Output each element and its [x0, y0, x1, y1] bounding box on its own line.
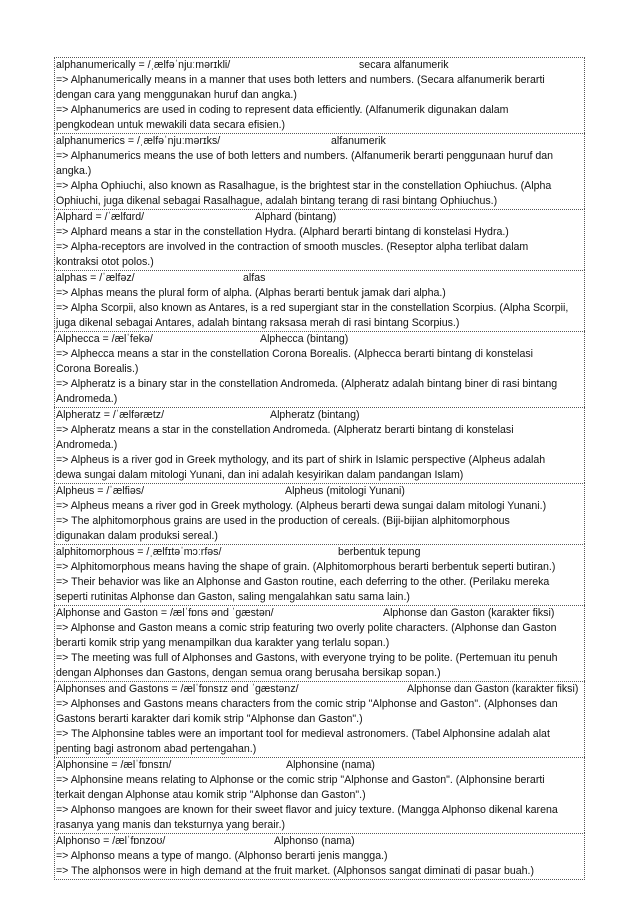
entry-term: Alpheus = /ˈælfiəs/: [56, 485, 145, 497]
entry-line: => Alphonso means a type of mango. (Alphonso berarti jenis mangga.): [56, 850, 388, 862]
dictionary-entry: [54, 757, 585, 833]
entry-header: [55, 484, 584, 499]
entry-translation: Alphonso (nama): [274, 835, 355, 847]
entry-term: Alpheratz = /ˈælfərætz/: [56, 409, 165, 421]
entry-line: juga dikenal sebagai Antares, adalah bintang raksasa merah di rasi bintang Scorpius.): [56, 317, 460, 329]
entry-translation: secara alfanumerik: [359, 59, 449, 71]
entry-line: => The alphitomorphous grains are used in the production of cereals. (Biji-bijian alphitomorphous: [56, 515, 510, 527]
entry-header: [55, 210, 584, 225]
entry-line: Gastons berarti karakter dari komik strip "Alphonse dan Gaston".): [56, 713, 363, 725]
entry-line: => Alphonse and Gaston means a comic strip featuring two overly polite characters. (Alphonse dan Gaston: [56, 622, 557, 634]
entry-translation: Alphonse dan Gaston (karakter fiksi): [383, 607, 555, 619]
entry-line: angka.): [56, 165, 92, 177]
entry-translation: Alphard (bintang): [255, 211, 337, 223]
entry-translation: berbentuk tepung: [338, 546, 421, 558]
dictionary-entry: [54, 57, 585, 133]
entry-header: [55, 271, 584, 286]
entry-line: => Alphanumerically means in a manner that uses both letters and numbers. (Secara alfanumerik berarti: [56, 74, 545, 86]
entry-header: [55, 408, 584, 423]
entry-line: => Alpheus means a river god in Greek mythology. (Alpheus berarti dewa sungai dalam mitologi Yunani.): [56, 500, 547, 512]
entry-line: berarti komik strip yang menampilkan dua karakter yang terlalu sopan.): [56, 637, 390, 649]
entry-term: alphitomorphous = /ˌælfɪtəˈmɔːrfəs/: [56, 546, 222, 558]
dictionary-entry: [54, 605, 585, 681]
entry-translation: Alphecca (bintang): [260, 333, 349, 345]
entry-term: Alphonses and Gastons = /ælˈfɒnsɪz ənd ˈɡæstənz/: [56, 683, 299, 695]
entry-line: Andromeda.): [56, 393, 118, 405]
entry-term: alphas = /ˈælfəz/: [56, 272, 135, 284]
entry-translation: alfanumerik: [331, 135, 386, 147]
entry-line: seperti rutinitas Alphonse dan Gaston, saling mengalahkan satu sama lain.): [56, 591, 410, 603]
dictionary-entry: [54, 483, 585, 544]
entry-line: => Alphonso mangoes are known for their sweet flavor and juicy texture. (Mangga Alphonso dikenal karena: [56, 804, 558, 816]
entry-line: => Alphanumerics are used in coding to represent data efficiently. (Alfanumerik digunakan dalam: [56, 104, 509, 116]
entry-term: Alphonso = /ælˈfɒnzoʊ/: [56, 835, 166, 847]
entry-line: => The Alphonsine tables were an important tool for medieval astronomers. (Tabel Alphonsine adalah alat: [56, 728, 550, 740]
dictionary-entry: [54, 133, 585, 209]
entry-header: [55, 606, 584, 621]
entry-line: => Alphanumerics means the use of both letters and numbers. (Alfanumerik berarti penggunaan huruf dan: [56, 150, 554, 162]
entry-header: [55, 545, 584, 560]
dictionary-sheet: [54, 57, 585, 880]
entry-translation: alfas: [243, 272, 266, 284]
entry-header: [55, 682, 584, 697]
entry-line: => Alphonsine means relating to Alphonse or the comic strip "Alphonse and Gaston". (Alphonsine berarti: [56, 774, 545, 786]
entry-term: Alphard = /ˈælfɑrd/: [56, 211, 145, 223]
dictionary-entry: [54, 407, 585, 483]
entry-line: => Alpheratz is a binary star in the constellation Andromeda. (Alpheratz adalah bintang biner di rasi bintang: [56, 378, 558, 390]
entry-line: Andromeda.): [56, 439, 118, 451]
entry-line: dengan Alphonses dan Gastons, dengan semua orang berusaha bersikap sopan.): [56, 667, 441, 679]
entry-term: Alphecca = /ælˈfekə/: [56, 333, 153, 345]
entry-translation: Alphonse dan Gaston (karakter fiksi): [407, 683, 579, 695]
entry-line: pengkodean untuk mewakili data secara efisien.): [56, 119, 286, 131]
entry-line: digunakan dalam produksi sereal.): [56, 530, 218, 542]
dictionary-entry: [54, 544, 585, 605]
entry-term: alphanumerics = /ˌælfəˈnjuːmərɪks/: [56, 135, 221, 147]
entry-line: rasanya yang manis dan teksturnya yang berair.): [56, 819, 286, 831]
entry-line: => Alphas means the plural form of alpha. (Alphas berarti bentuk jamak dari alpha.): [56, 287, 446, 299]
entry-translation: Alphonsine (nama): [286, 759, 375, 771]
entry-line: => Alphonses and Gastons means characters from the comic strip "Alphonse and Gaston". (Alphonses dan: [56, 698, 558, 710]
entry-term: Alphonse and Gaston = /ælˈfɒns ənd ˈɡæstən/: [56, 607, 274, 619]
entry-line: => Alpha-receptors are involved in the contraction of smooth muscles. (Reseptor alpha terlibat dalam: [56, 241, 529, 253]
entry-line: => The alphonsos were in high demand at the fruit market. (Alphonsos sangat diminati di pasar buah.): [56, 865, 534, 877]
entry-translation: Alpheus (mitologi Yunani): [285, 485, 405, 497]
entry-header: [55, 834, 584, 849]
entry-line: dengan cara yang menggunakan huruf dan angka.): [56, 89, 297, 101]
dictionary-entry: [54, 331, 585, 407]
dictionary-entry: [54, 681, 585, 757]
entry-line: => Alpheus is a river god in Greek mythology, and its part of shirk in Islamic perspective (Alpheus adalah: [56, 454, 546, 466]
entry-line: => Alpheratz means a star in the constellation Andromeda. (Alpheratz berarti bintang di konstelasi: [56, 424, 514, 436]
entry-line: => Alphecca means a star in the constellation Corona Borealis. (Alphecca berarti bintang di konstelasi: [56, 348, 533, 360]
dictionary-entry: [54, 209, 585, 270]
entry-header: [55, 58, 584, 73]
entry-header: [55, 332, 584, 347]
entry-line: kontraksi otot polos.): [56, 256, 154, 268]
entry-header: [55, 134, 584, 149]
entry-line: Ophiuchi, juga dikenal sebagai Rasalhague, adalah bintang terang di rasi bintang Ophiuchus.): [56, 195, 498, 207]
entry-line: dewa sungai dalam mitologi Yunani, dan ini adalah kesyirikan dalam pandangan Islam): [56, 469, 464, 481]
entry-term: Alphonsine = /ælˈfɒnsɪn/: [56, 759, 172, 771]
entry-line: => Alpha Scorpii, also known as Antares, is a red supergiant star in the constellation Scorpius. (Alpha Scorpii,: [56, 302, 569, 314]
entry-line: => Alphitomorphous means having the shape of grain. (Alphitomorphous berarti berbentuk seperti butiran.): [56, 561, 556, 573]
entry-line: => Alpha Ophiuchi, also known as Rasalhague, is the brightest star in the constellation Ophiuchus. (Alpha: [56, 180, 552, 192]
entry-term: alphanumerically = /ˌælfəˈnjuːmərɪkli/: [56, 59, 231, 71]
entry-line: => Alphard means a star in the constellation Hydra. (Alphard berarti bintang di konstelasi Hydra.): [56, 226, 509, 238]
entry-header: [55, 758, 584, 773]
entry-line: penting bagi astronom abad pertengahan.): [56, 743, 257, 755]
dictionary-entry: [54, 270, 585, 331]
entry-line: terkait dengan Alphonse atau komik strip "Alphonse dan Gaston".): [56, 789, 366, 801]
entry-line: => The meeting was full of Alphonses and Gastons, with everyone trying to be polite. (Pertemuan itu penuh: [56, 652, 558, 664]
entry-line: Corona Borealis.): [56, 363, 139, 375]
entry-translation: Alpheratz (bintang): [270, 409, 360, 421]
entry-line: => Their behavior was like an Alphonse and Gaston routine, each deferring to the other. (Perilaku mereka: [56, 576, 550, 588]
dictionary-entry: [54, 833, 585, 880]
